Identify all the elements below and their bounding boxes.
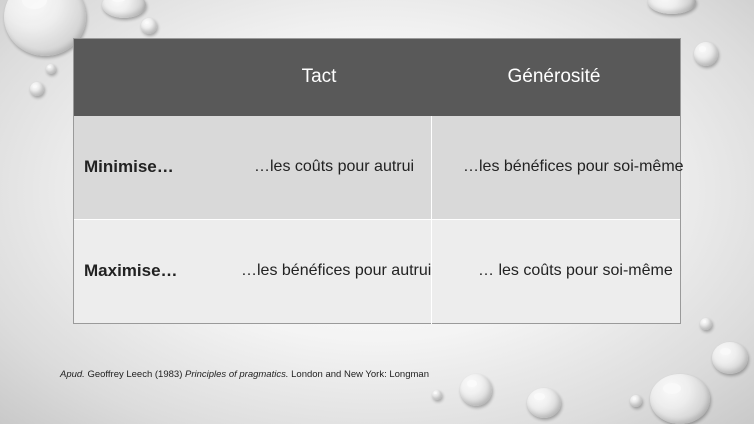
cell-minimise-tact: …les coûts pour autrui: [254, 158, 415, 175]
water-drop-decoration: [700, 318, 712, 330]
header-tact: Tact: [301, 66, 337, 87]
water-drop-decoration: [102, 0, 146, 18]
citation: [60, 369, 429, 380]
water-drop-decoration: [527, 388, 561, 418]
water-drop-decoration: [46, 64, 56, 74]
water-drop-decoration: [141, 18, 157, 34]
header-generosite: Générosité: [507, 66, 601, 87]
water-drop-decoration: [648, 0, 696, 14]
water-drop-decoration: [630, 395, 642, 407]
water-drop-decoration: [694, 42, 718, 66]
water-drop-decoration: [30, 82, 44, 96]
cell-maximise-tact: …les bénéfices pour autrui: [241, 262, 432, 279]
table-header-row: [74, 39, 680, 116]
comparison-table: [73, 38, 684, 324]
water-drop-decoration: [712, 342, 748, 374]
row-label-minimise: Minimise…: [84, 157, 174, 176]
table-row: [74, 116, 684, 220]
cell-maximise-generosite: … les coûts pour soi-même: [478, 262, 673, 279]
citation-author: Geoffrey Leech (1983): [84, 369, 185, 380]
water-drop-decoration: [432, 390, 442, 400]
table-row: [74, 220, 680, 323]
row-label-maximise: Maximise…: [84, 261, 178, 280]
citation-title: Principles of pragmatics.: [185, 369, 289, 380]
column-divider: [431, 116, 432, 324]
citation-prefix: Apud.: [60, 369, 85, 380]
water-drop-decoration: [650, 374, 710, 424]
cell-minimise-generosite: …les bénéfices pour soi-même: [463, 158, 684, 175]
citation-publisher: London and New York: Longman: [288, 369, 429, 380]
water-drop-decoration: [460, 374, 492, 406]
